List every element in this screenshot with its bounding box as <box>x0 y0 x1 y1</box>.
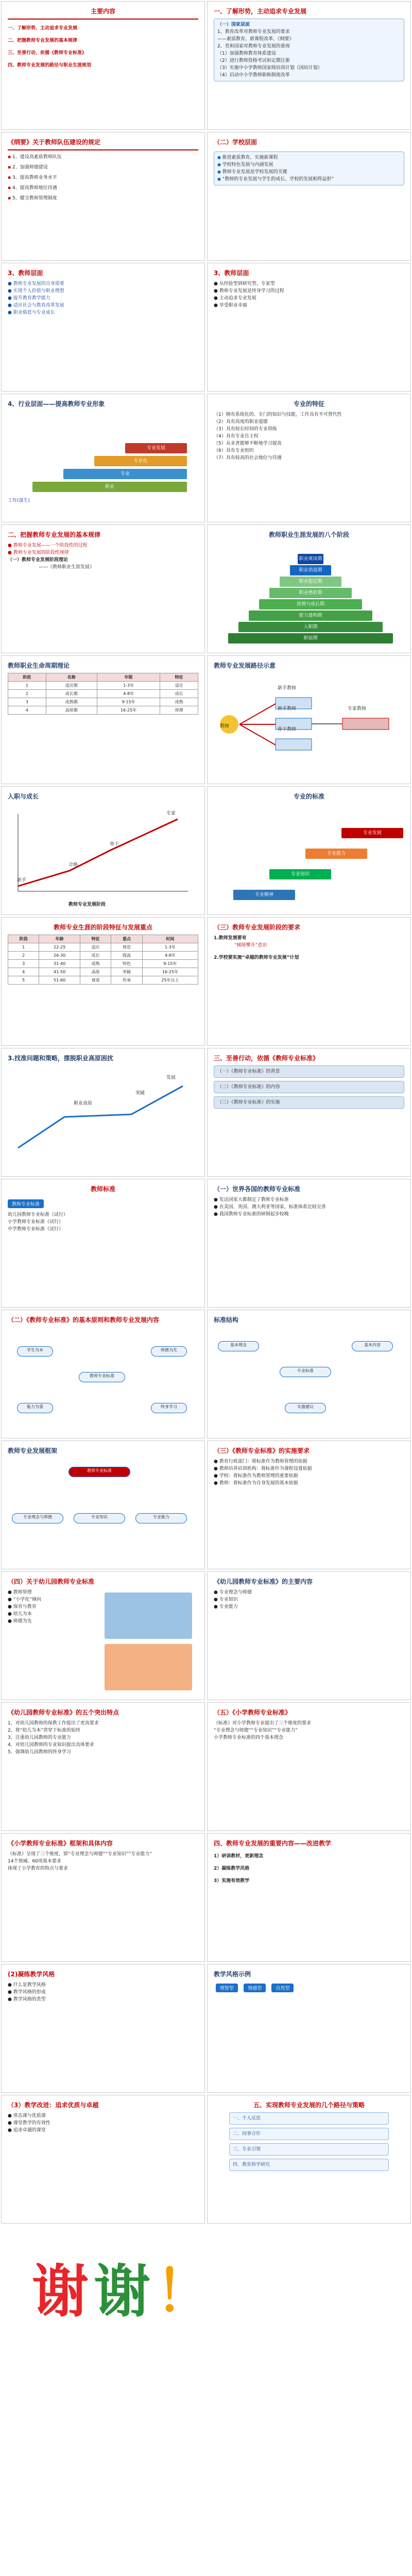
structure-node: 实施建议 <box>285 1403 326 1413</box>
chart-label: 突破 <box>135 1091 145 1096</box>
center-node: 专业标准 <box>280 1367 331 1377</box>
item-label: 二、同事合作 <box>233 2131 261 2137</box>
node-label: 熟手教师 <box>278 706 297 711</box>
slide-kindergarten-content[interactable] <box>207 1571 411 1700</box>
node-box <box>342 718 389 730</box>
slide-title: （三）教师专业发展阶段的要求 <box>214 924 301 931</box>
slide-stage-requirements[interactable] <box>207 917 411 1046</box>
slide-title: 教学风格示例 <box>214 1971 251 1978</box>
node-label: 新手教师 <box>278 686 297 691</box>
slide-title: 入职与成长 <box>8 793 39 800</box>
item-label: 四、教育科学研究 <box>233 2162 270 2167</box>
contents-item: 三、至善行动，依循《教师专业标准》 <box>8 50 87 56</box>
slide-teacher-level-2[interactable] <box>207 263 411 392</box>
slide-title: 3、教师层面 <box>8 269 43 277</box>
principle-node: 学生为本 <box>17 1346 53 1357</box>
step: 专业发展 <box>125 443 187 453</box>
children-photo <box>105 1644 192 1690</box>
principle-node: 师德为先 <box>151 1346 187 1357</box>
text-line: ● 教学风格的形成 <box>8 1990 46 1995</box>
list-item: ▪ 5、健全教师管理制度 <box>8 195 198 202</box>
table-cell: 25年以上 <box>142 976 198 985</box>
table-cell: 停滞 <box>160 706 198 715</box>
step: 专业化 <box>94 456 187 466</box>
stage-label: 专家 <box>166 811 176 816</box>
stage-step: 入职期 <box>238 622 383 632</box>
list-item: ▪ 1、建设高素质教师队伍 <box>8 154 198 161</box>
slide-title: 二、把握教师专业发展的基本规律 <box>8 531 101 538</box>
contents-item: 一、了解形势，主动追求专业发展 <box>8 26 78 31</box>
text-line: ● 专业能力 <box>214 1604 238 1609</box>
slide-stage-table[interactable] <box>1 917 205 1046</box>
text-line: 体现了小学教育的特点与要求 <box>8 1866 68 1871</box>
item-label: 三、专业引领 <box>233 2147 261 2152</box>
text-line: ● 保育与教育 <box>8 1604 37 1609</box>
slide-title: 三、至善行动，依循《教师专业标准》 <box>214 1055 319 1062</box>
table-cell: 高原 <box>80 968 111 976</box>
slide-title: （二）《教师专业标准》的基本原则和教师专业发展内容 <box>8 1316 160 1324</box>
stage-step: 职前期 <box>228 633 393 643</box>
text-line: 《标准》呈现了三个维度，即“专业理念与师德”“专业知识”“专业能力” <box>8 1852 152 1857</box>
text-line: （4）启动中小学教师职称制度改革 <box>217 73 290 78</box>
framework-node: 专业能力 <box>135 1513 187 1523</box>
slide-implementation[interactable] <box>207 1440 411 1569</box>
slide-style-examples[interactable] <box>207 1964 411 2093</box>
text-line: ● 教师专业发展是学校发展的关键 <box>217 168 401 176</box>
table-cell: 3 <box>8 960 39 968</box>
table-header: 年限 <box>97 673 160 682</box>
stage-label: 骨干 <box>110 842 119 847</box>
list-item: ▪ 4、提高教师地位待遇 <box>8 184 198 192</box>
standard-step: 专业知识 <box>269 869 331 879</box>
table-cell: 16-25年 <box>142 968 198 976</box>
table-cell: 成长 <box>80 952 111 960</box>
list-item: ▪ 2、加强师德建设 <box>8 164 198 171</box>
classroom-photo <box>105 1592 192 1639</box>
table-cell: 成熟 <box>160 698 198 706</box>
text-line: ● “小学化”倾向 <box>8 1597 42 1602</box>
slide-title: (2)凝练教学风格 <box>8 1971 55 1978</box>
text-line: 5、强调幼儿园教师的终身学习 <box>8 1750 71 1755</box>
table-cell: 22-25 <box>39 943 80 952</box>
standard-label: 小学教师专业标准（试行） <box>8 1219 64 1225</box>
node-label: 专家教师 <box>348 706 367 711</box>
slide-school-level[interactable] <box>207 132 411 261</box>
node-label: 教师 <box>220 724 230 729</box>
text-line: 2、党和国家对教师专业发展的重视 <box>217 44 290 49</box>
slide-title: （二）学校层面 <box>214 139 258 146</box>
standard-item[interactable] <box>214 1065 404 1078</box>
table-row <box>8 952 198 960</box>
stage-step: 能力建构期 <box>249 611 372 621</box>
table-cell: 适应 <box>160 682 198 690</box>
slide-title: 标准结构 <box>214 1316 239 1324</box>
slide-industry-level[interactable] <box>1 394 205 522</box>
thanks-char: 谢 <box>32 2259 94 2325</box>
stage-step: 热情与成长期 <box>259 599 362 609</box>
table-row <box>8 960 198 968</box>
text-line: 3、注重幼儿园教师的专业能力 <box>8 1735 71 1740</box>
text-line: 14个领域、60项基本要求 <box>8 1859 61 1864</box>
slide-improve-teaching[interactable] <box>207 1833 411 1962</box>
text-line: 1.教师发展要有 <box>214 936 247 941</box>
text-line: ● 教师管理 <box>8 1590 32 1595</box>
standard-item[interactable] <box>214 1096 404 1109</box>
table-cell: 成长 <box>160 690 198 698</box>
table-cell: 1-3年 <box>142 943 198 952</box>
table-header: 阶段 <box>8 673 46 682</box>
list-item: ▪ 3、提高教师业务水平 <box>8 174 198 181</box>
table-row <box>8 690 198 698</box>
table-row <box>8 706 198 715</box>
top-node: 教师专业标准 <box>68 1467 130 1477</box>
node-label: 骨干教师 <box>278 727 297 732</box>
text-line: ● “教师的专业发展与学生的成长、学校的发展相得益彰” <box>217 176 401 183</box>
slide-framework[interactable] <box>1 1440 205 1569</box>
text-line: ● 提升教育教学能力 <box>8 296 50 301</box>
text-line: （1）加强教师教育体系建设 <box>217 51 276 56</box>
table-cell: 突破 <box>111 968 142 976</box>
growth-diagram <box>8 804 198 896</box>
slide-title: 教师专业生涯的阶段特征与发展重点 <box>53 924 152 931</box>
table-cell: 41-50 <box>39 968 80 976</box>
table-cell: 3 <box>8 698 46 706</box>
slide-kindergarten-standard[interactable] <box>1 1571 205 1700</box>
text-line: ● 推进素质教育，实施新课程 <box>217 154 401 161</box>
text-line: ● 专业理念与师德 <box>214 1590 252 1595</box>
table-cell: 成长期 <box>46 690 97 698</box>
text-line: 小学教师专业标准的四个基本理念 <box>214 1735 284 1740</box>
framework-node: 专业理念与师德 <box>12 1513 63 1523</box>
divider <box>8 149 198 150</box>
stage-step: 职业挫折期 <box>269 588 352 598</box>
text-line: ● 教学风格的类型 <box>8 1997 46 2002</box>
slide-standard-structure[interactable] <box>207 1310 411 1438</box>
text-line: （一）教师专业发展阶段理论 <box>8 557 68 563</box>
slide-title: （一）世界各国的教师专业标准 <box>214 1185 301 1193</box>
style-tag: 自然型 <box>271 1984 294 1992</box>
structure-node: 基本内容 <box>352 1341 393 1351</box>
strategy-item[interactable] <box>229 2128 389 2140</box>
slide-title: 教师职业生涯发展的八个阶段 <box>268 531 349 538</box>
path-diagram <box>214 673 404 776</box>
text-line: （3）具有较长时间的专业训练 <box>214 427 277 432</box>
table-header: 重点 <box>111 935 142 943</box>
table-row <box>8 968 198 976</box>
strategy-item[interactable] <box>229 2143 389 2156</box>
text-line: “梯级攀升”意识 <box>234 943 267 948</box>
table-cell: 31-40 <box>39 960 80 968</box>
text-line: ● 教师专业发展是终身学习的过程 <box>214 289 284 294</box>
slide-title: 五、实现教师专业发展的几个路径与策略 <box>253 2102 365 2109</box>
table-cell: 成熟 <box>80 960 111 968</box>
caption: 教师专业发展阶段 <box>68 902 106 907</box>
contents-item: 二、把握教师专业发展的基本规律 <box>8 38 78 43</box>
style-tag: 理智型 <box>216 1984 238 1992</box>
text-line: ● 追求卓越的课堂 <box>8 2128 46 2133</box>
slide-development-law[interactable] <box>1 524 205 653</box>
table-cell: 51-60 <box>39 976 80 985</box>
table-cell: 1-3年 <box>97 682 160 690</box>
thanks-char: 谢 <box>94 2259 156 2325</box>
item-label: （二）《教师专业标准》的内容 <box>217 1084 280 1090</box>
slide-title: （3）教学改进：追求优质与卓越 <box>8 2102 99 2109</box>
table-row <box>8 943 198 952</box>
node-box <box>276 739 312 750</box>
slide-world-standards[interactable] <box>207 1179 411 1308</box>
slide-development-path[interactable] <box>207 655 411 784</box>
chart-label: 职业高原 <box>74 1101 93 1106</box>
table-cell: 特色 <box>111 960 142 968</box>
text-line: ● 教师培养培训机构：将标准作为课程设置依据 <box>214 1466 312 1471</box>
table-cell: 4-8年 <box>97 690 160 698</box>
slide-title: 教师标准 <box>90 1185 115 1193</box>
table-cell: 16-25年 <box>97 706 160 715</box>
table-header: 阶段 <box>8 935 39 943</box>
text-line: ● 专业知识 <box>214 1597 238 1602</box>
text-line: ● 教师：将标准作为自身发展的基本依据 <box>214 1481 298 1486</box>
table-cell: 9-15年 <box>97 698 160 706</box>
table-header: 名称 <box>46 673 97 682</box>
table-cell: 4 <box>8 706 46 715</box>
table-row <box>8 682 198 690</box>
slide-teacher-level-1[interactable] <box>1 263 205 392</box>
text-line: ——《教师职业生涯发展》 <box>39 565 95 570</box>
text-line: （5）从业者能够不断地学习提高 <box>214 441 282 446</box>
standard-step: 专业发展 <box>341 828 403 838</box>
style-tag: 情感型 <box>244 1984 266 1992</box>
table-cell: 5 <box>8 976 39 985</box>
table-cell: 1 <box>8 943 39 952</box>
slide-title: （三）《教师专业标准》的实施要求 <box>214 1447 310 1454</box>
slide-outline-regulations[interactable] <box>1 132 205 261</box>
item-label: （三）《教师专业标准》的实施 <box>217 1100 280 1105</box>
text-line: （1）拥有系统化的、专门的知识与技能，工作具有不可替代性 <box>214 412 342 417</box>
standard-tag: 教师专业标准 <box>8 1199 44 1208</box>
slide-contents[interactable] <box>1 1 205 130</box>
thanks-text <box>32 2246 217 2328</box>
text-line: 《标准》对小学教师专业提出了三个维度的要求 <box>214 1721 312 1726</box>
slide-standard-steps[interactable] <box>207 786 411 915</box>
table-header: 特征 <box>160 673 198 682</box>
standard-step: 专业能力 <box>305 849 367 859</box>
text-line: ● 发达国家大都制定了教师专业标准 <box>214 1197 289 1202</box>
slide-kindergarten-features[interactable] <box>1 1702 205 1831</box>
text-line: ● 主动追求专业发展 <box>214 296 256 301</box>
text-line: 2）凝练教学风格 <box>214 1866 250 1871</box>
table-row <box>8 698 198 706</box>
table-cell: 高原期 <box>46 706 97 715</box>
text-line: 1）研读教材，更新理念 <box>214 1854 264 1859</box>
text-line: ● 教师专业发展的自身需要 <box>8 281 64 286</box>
text-line: ● 我国教师专业标准的研制起步较晚 <box>214 1212 289 1217</box>
slide-teaching-improvement[interactable] <box>1 2095 205 2224</box>
table-cell: 成熟期 <box>46 698 97 706</box>
text-line: （7）具有较高的社会地位与待遇 <box>214 455 282 461</box>
table-cell: 提高 <box>111 952 142 960</box>
strategy-item[interactable] <box>229 2112 389 2125</box>
stage-label: 新手 <box>17 878 27 883</box>
text-line: “专业理念与师德”“专业知识”“专业能力” <box>214 1728 298 1733</box>
text-line: （3）实施中小学教师国家级培训计划（国培计划） <box>217 65 322 71</box>
text-line: 3）实施有效教学 <box>214 1878 250 1884</box>
slide-title: 《幼儿园教师专业标准》的五个突出特点 <box>8 1709 119 1716</box>
stage-step: 职业离岗期 <box>298 554 323 564</box>
text-line: （2）进行教师资格考试和定期注册 <box>217 58 290 63</box>
slide-title: 专业的标准 <box>293 793 324 800</box>
thanks-char: ！ <box>156 2259 217 2325</box>
slide-title: 3、教师层面 <box>214 269 249 277</box>
table-cell: 1 <box>8 682 46 690</box>
table-cell: 适应 <box>80 943 111 952</box>
text-line: 4、对幼儿园教师的专业知识提出具体要求 <box>8 1742 94 1748</box>
text-line: ● 常态课与优质课 <box>8 2113 46 2119</box>
lifecycle-table <box>8 673 198 715</box>
slide-title: 教师专业发展框架 <box>8 1447 58 1454</box>
table-cell: 衰退 <box>80 976 111 985</box>
text-line: 1、教育改革对教师专业发展的要求 <box>217 29 290 35</box>
step: 专业 <box>63 469 187 479</box>
base-label: 工作(谋生) <box>8 498 30 503</box>
slide-title: 专业的特征 <box>293 400 324 408</box>
standard-label: 幼儿园教师专业标准（试行） <box>8 1212 68 1217</box>
connector <box>239 724 276 745</box>
center-node: 教师专业标准 <box>79 1372 125 1382</box>
stage-step: 职业稳定期 <box>280 577 341 587</box>
table-cell: 4-8年 <box>142 952 198 960</box>
slide-eight-stages[interactable] <box>207 524 411 653</box>
table-header: 时间 <box>142 935 198 943</box>
slide-title: 四、教师专业发展的重要内容——改进教学 <box>214 1840 332 1847</box>
slide-growth-curve[interactable] <box>1 786 205 915</box>
text-line: ● 适应社会与教育改革发展 <box>8 303 64 308</box>
principle-node: 能力为重 <box>17 1403 53 1413</box>
table-header: 特征 <box>80 935 111 943</box>
slide-primary-standard[interactable] <box>207 1702 411 1831</box>
text-line: ● 幼儿为本 <box>8 1612 32 1617</box>
slide-title: 《小学教师专业标准》框架和具体内容 <box>8 1840 113 1847</box>
slide-title: 主要内容 <box>90 8 115 15</box>
item-label: （一）《教师专业标准》的背景 <box>217 1069 280 1074</box>
standard-label: 中学教师专业标准（试行） <box>8 1227 64 1232</box>
slide-profession-features[interactable] <box>207 394 411 522</box>
slide-professional-standards[interactable] <box>207 1048 411 1177</box>
text-line: 2.学校要实施“卓越的教师专业发展”计划 <box>214 955 299 960</box>
text-line: ● 什么是教学风格 <box>8 1982 46 1988</box>
slide-title: 教师职业生命周期理论 <box>8 662 70 669</box>
table-cell: 规范 <box>111 943 142 952</box>
text-line: （4）具有专业自主权 <box>214 434 259 439</box>
text-line: ● 教师专业发展的阶段性规律 <box>8 550 69 555</box>
slide-primary-framework[interactable] <box>1 1833 205 1962</box>
text-line: ● 在美国、英国、澳大利亚等国家，标准体系比较完善 <box>214 1205 326 1210</box>
slide-teacher-standards[interactable] <box>1 1179 205 1308</box>
text-line: ● 职业倦怠与专业成长 <box>8 310 55 315</box>
slide-title: 教师专业发展路径示意 <box>214 662 276 669</box>
slide-title: （四）关于幼儿园教师专业标准 <box>8 1578 95 1585</box>
text-line: ● 从经验型到研究型、专家型 <box>214 281 275 286</box>
table-cell: 适应期 <box>46 682 97 690</box>
text-line: ● 学校：将标准作为教师管理的重要依据 <box>214 1473 298 1479</box>
divider <box>8 19 198 20</box>
slide-career-plateau[interactable] <box>1 1048 205 1177</box>
standard-item[interactable] <box>214 1081 404 1093</box>
text-line: ● 享受职业幸福 <box>214 303 247 308</box>
text-line: ● 实现个人价值与职业理想 <box>8 289 64 294</box>
slide-title: 《幼儿园教师专业标准》的主要内容 <box>214 1578 313 1585</box>
text-line: （一）国家层面 <box>217 22 250 27</box>
slide-national-level[interactable] <box>207 1 411 130</box>
connector <box>239 704 276 724</box>
slide-thanks[interactable] <box>1 2226 411 2380</box>
item-label: 一、个人反思 <box>233 2116 261 2121</box>
table-row <box>8 976 198 985</box>
structure-node: 基本理念 <box>218 1341 259 1351</box>
slide-lifecycle-table[interactable] <box>1 655 205 784</box>
plateau-line <box>18 1086 183 1148</box>
slide-paths-strategies[interactable] <box>207 2095 411 2224</box>
table-cell: 传承 <box>111 976 142 985</box>
text-line: 2、将“幼儿为本”贯穿于标准的始终 <box>8 1728 81 1733</box>
table-cell: 2 <box>8 690 46 698</box>
slide-basic-principles[interactable] <box>1 1310 205 1438</box>
text-line: （2）具有高度的职业道德 <box>214 419 268 425</box>
text-line: ——素质教育、新课程改革、《纲要》 <box>217 37 294 42</box>
strategy-item[interactable] <box>229 2159 389 2171</box>
slide-teaching-style[interactable] <box>1 1964 205 2093</box>
contents-item: 四、教师专业发展的路径与职业生涯规划 <box>8 63 92 68</box>
text-line: ● 教师专业发展——一个阶段性的过程 <box>8 543 88 548</box>
slide-title: 《纲要》关于教师队伍建设的规定 <box>8 139 101 146</box>
slide-title: （五）《小学教师专业标准》 <box>214 1709 291 1716</box>
table-cell: 2 <box>8 952 39 960</box>
stage-label: 合格 <box>68 862 78 868</box>
chart-label: 发展 <box>166 1075 176 1080</box>
slide-title: 4、行业层面——提高教师专业形象 <box>8 400 105 408</box>
slide-title: 3.找准问题和策略，摆脱职业高原困扰 <box>8 1055 113 1062</box>
standard-step: 专业精神 <box>233 890 295 900</box>
table-cell: 4 <box>8 968 39 976</box>
framework-node: 专业知识 <box>74 1513 125 1523</box>
stage-step: 职业消退期 <box>290 565 331 575</box>
table-cell: 9-15年 <box>142 960 198 968</box>
principle-node: 终身学习 <box>151 1403 187 1413</box>
slide-title: 一、了解形势，主动追求专业发展 <box>214 8 307 15</box>
text-line: （6）具有专业组织 <box>214 448 254 453</box>
stage-table <box>8 935 198 985</box>
text-line: ● 学校特色发展与内涵发展 <box>217 161 401 168</box>
step-base: 职业 <box>32 482 187 492</box>
text-line: ● 课堂教学的有效性 <box>8 2121 50 2126</box>
growth-line <box>18 819 178 886</box>
text-line: ● 教育行政部门：将标准作为教师管理的依据 <box>214 1459 307 1464</box>
text-line: 1、对幼儿园教师的保教工作提出了更高要求 <box>8 1721 99 1726</box>
text-line: ● 师德为先 <box>8 1619 32 1624</box>
table-header: 年龄 <box>39 935 80 943</box>
table-cell: 26-30 <box>39 952 80 960</box>
